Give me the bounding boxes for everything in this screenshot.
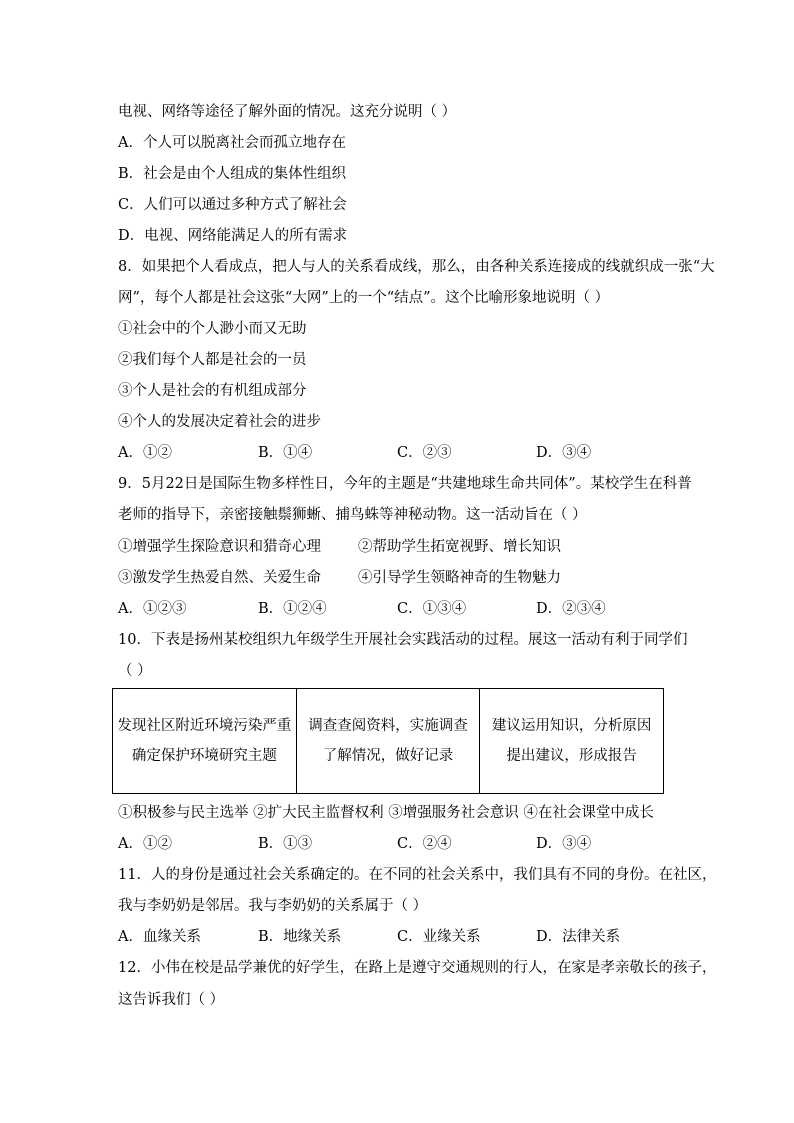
question-10-choice-c: C．②④ [397,836,452,852]
table-cell-3-line-2: 提出建议，形成报告 [506,748,637,764]
question-11-stem-line-1: 11．人的身份是通过社会关系确定的。在不同的社会关系中，我们具有不同的身份。在社区， [118,867,717,883]
table-cell-3-line-1: 建议运用知识，分析原因 [491,718,652,734]
question-10-choice-b: B．①③ [258,836,313,852]
question-8-choice-b: B．①④ [258,445,313,461]
question-9-choices [118,599,678,619]
question-9-choice-c: C．①③④ [397,601,467,617]
question-9-items-row-2 [118,568,678,588]
question-8-item-4: ④个人的发展决定着社会的进步 [118,414,321,430]
question-7-stem: 电视、网络等途径了解外面的情况。这充分说明（ ） [118,104,457,120]
question-10-stem-line-2: （ ） [118,663,152,679]
table-cell-2-line-1: 调查查阅资料，实施调查 [308,718,468,734]
question-10-choice-a: A．①② [118,836,172,852]
question-7-option-a: A．个人可以脱离社会而孤立地存在 [118,135,346,151]
question-8-choice-a: A．①② [118,445,172,461]
question-12-stem-line-2: 这告诉我们（ ） [118,992,225,1008]
question-8-item-2: ②我们每个人都是社会的一员 [118,352,307,368]
question-10-items: ①积极参与民主选举 ②扩大民主监督权利 ③增强服务社会意识 ④在社会课堂中成长 [118,805,654,821]
question-9-items-row-1 [118,537,678,557]
question-8-stem-line-1: 8．如果把个人看成点，把人与人的关系看成线，那么，由各种关系连接成的线就织成一张“大 [118,259,715,275]
question-11-choice-c: C．业缘关系 [397,929,481,945]
activity-process-table [112,688,664,794]
question-7-option-b: B．社会是由个人组成的集体性组织 [118,166,347,182]
question-8-stem-line-2: 网”，每个人都是社会这张“大网”上的一个“结点”。这个比喻形象地说明（ ） [118,290,610,306]
question-9-item-3: ③激发学生热爱自然、关爱生命 [118,570,321,586]
question-9-choice-a: A．①②③ [118,601,187,617]
question-10-choices [118,834,678,854]
question-11-choice-b: B．地缘关系 [258,929,342,945]
table-cell-3 [480,689,663,793]
question-9-item-2: ②帮助学生拓宽视野、增长知识 [358,539,561,555]
question-8-choice-c: C．②③ [397,445,452,461]
question-11-choice-d: D．法律关系 [536,929,621,945]
table-cell-2 [297,689,481,793]
question-11-choice-a: A．血缘关系 [118,929,201,945]
table-cell-1-line-2: 确定保护环境研究主题 [131,748,277,764]
question-9-choice-b: B．①②④ [258,601,327,617]
question-7-option-d: D．电视、网络能满足人的所有需求 [118,228,348,244]
question-9-choice-d: D．②③④ [536,601,606,617]
question-11-choices [118,927,678,947]
question-8-item-3: ③个人是社会的有机组成部分 [118,383,307,399]
table-cell-1-line-1: 发现社区附近环境污染严重 [117,718,292,734]
question-11-stem-line-2: 我与李奶奶是邻居。我与李奶奶的关系属于（ ） [118,898,428,914]
question-10-choice-d: D．③④ [536,836,592,852]
table-cell-1 [113,689,297,793]
question-10-stem-line-1: 10．下表是扬州某校组织九年级学生开展社会实践活动的过程。展这一活动有利于同学们 [118,632,688,648]
question-8-choice-d: D．③④ [536,445,592,461]
question-9-stem-line-2: 老师的指导下，亲密接触鬃狮蜥、捕鸟蛛等神秘动物。这一活动旨在（ ） [118,507,587,523]
question-12-stem-line-1: 12．小伟在校是品学兼优的好学生，在路上是遵守交通规则的行人，在家是孝亲敬长的孩子， [118,960,717,976]
question-9-item-4: ④引导学生领略神奇的生物魅力 [358,570,561,586]
question-9-item-1: ①增强学生探险意识和猎奇心理 [118,539,321,555]
question-8-choices [118,443,678,463]
question-9-stem-line-1: 9．5月22日是国际生物多样性日，今年的主题是“共建地球生命共同体”。某校学生在科普 [118,476,692,492]
question-8-item-1: ①社会中的个人渺小而又无助 [118,321,307,337]
question-7-option-c: C．人们可以通过多种方式了解社会 [118,197,347,213]
table-cell-2-line-2: 了解情况，做好记录 [322,748,454,764]
